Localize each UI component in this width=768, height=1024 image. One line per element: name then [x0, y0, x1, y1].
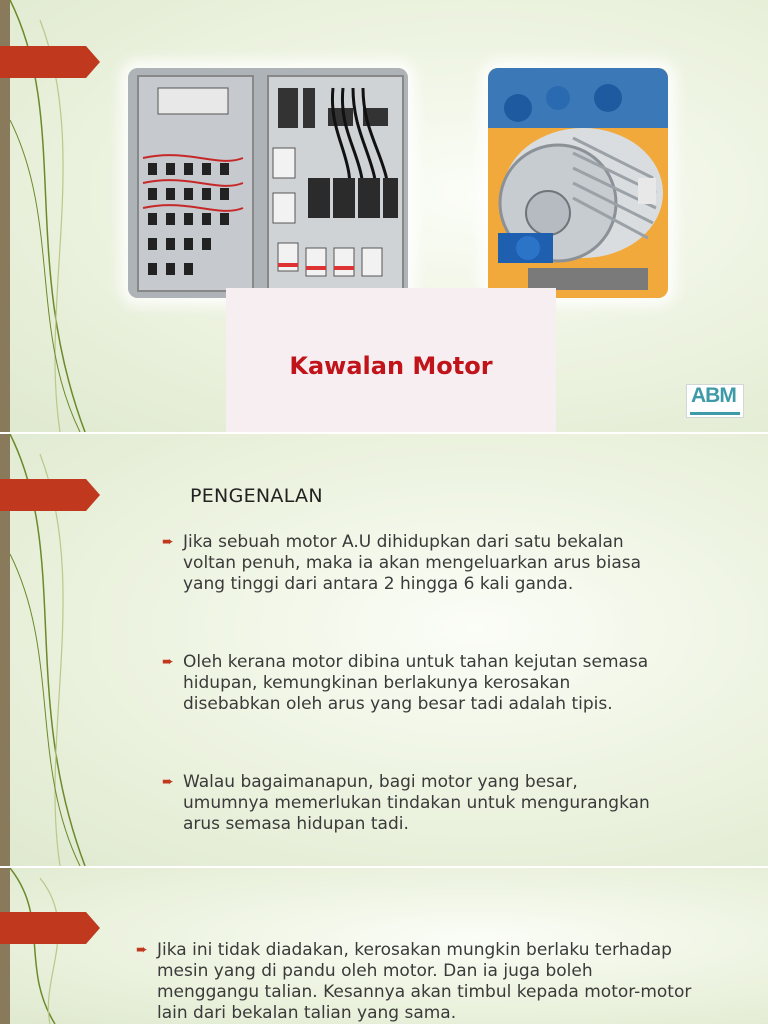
abm-logo [686, 384, 744, 418]
slide-3 [0, 868, 768, 1024]
red-ribbon [0, 912, 100, 944]
logo-text: ABM [691, 384, 736, 407]
logo-underline [690, 412, 740, 415]
slide-2 [0, 434, 768, 866]
bullet-text: Walau bagaimanapun, bagi motor yang besar, umumnya memerlukan tindakan untuk mengurangkan arus semasa hidupan tadi. [183, 772, 650, 834]
control-panel-photo [128, 68, 408, 298]
bullet-text: Jika ini tidak diadakan, kerosakan mungkin berlaku terhadap mesin yang di pandu oleh motor. Dan ia juga boleh menggangu talian. Kesannya akan timbul kepada motor-motor lain dari bekalan talian yang sama. [157, 940, 692, 1023]
decorative-curves [0, 868, 110, 1024]
arrow-bullet-icon: ➨ [162, 774, 174, 790]
bullet-item [162, 532, 652, 595]
arrow-bullet-icon: ➨ [136, 942, 148, 958]
bullet-text: Jika sebuah motor A.U dihidupkan dari satu bekalan voltan penuh, maka ia akan mengeluarkan arus biasa yang tinggi dari antara 2 hingga 6 kali ganda. [183, 532, 642, 594]
arrow-bullet-icon: ➨ [162, 654, 174, 670]
red-ribbon [0, 46, 100, 78]
bullet-item [162, 772, 652, 835]
section-heading: PENGENALAN [190, 485, 323, 507]
bullet-item [162, 652, 652, 715]
slide-title: Kawalan Motor [289, 352, 493, 380]
electric-motor-photo [488, 68, 668, 298]
bullet-item [136, 940, 696, 1024]
slide-1 [0, 0, 768, 432]
red-ribbon [0, 479, 100, 511]
bullet-text: Oleh kerana motor dibina untuk tahan kejutan semasa hidupan, kemungkinan berlakunya kerosakan disebabkan oleh arus yang besar tadi adalah tipis. [183, 652, 649, 714]
arrow-bullet-icon: ➨ [162, 534, 174, 550]
